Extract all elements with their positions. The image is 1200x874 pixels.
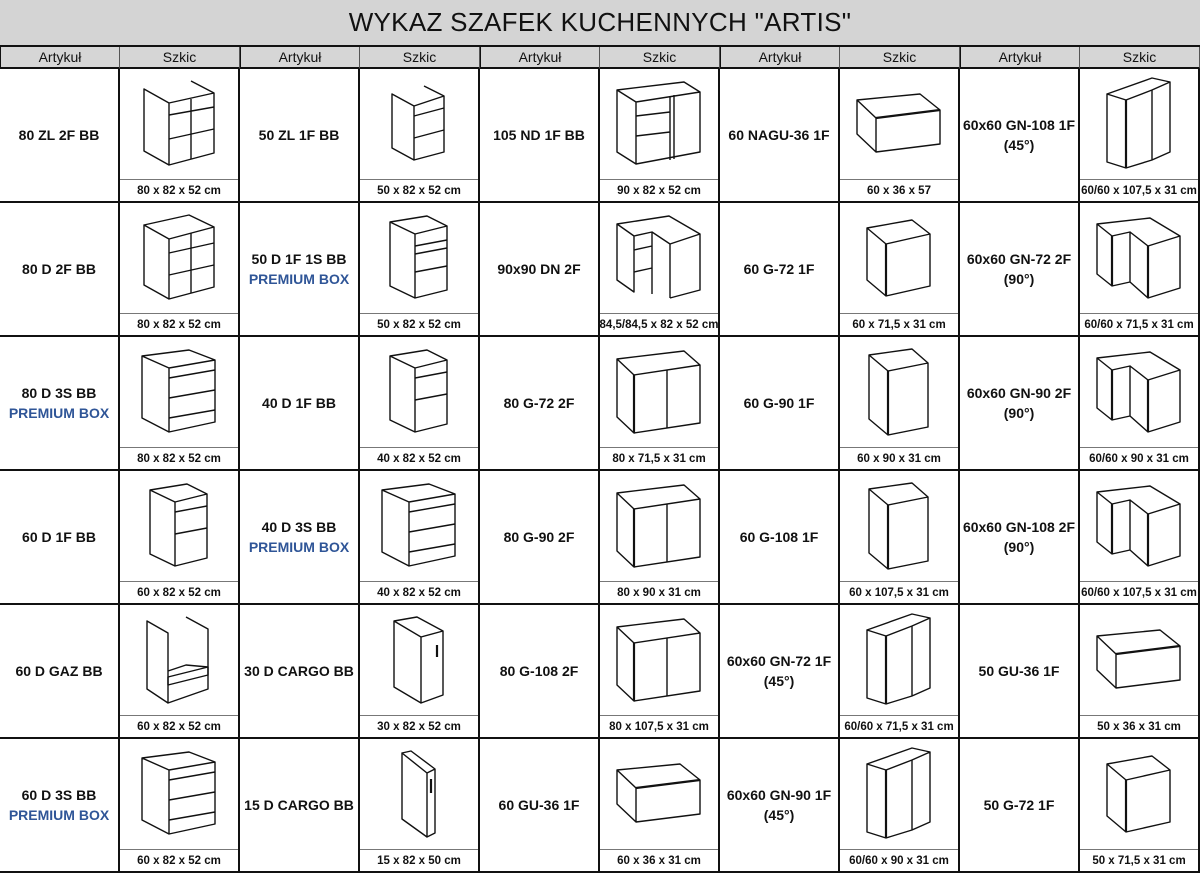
article-name: 80 G-90 2F — [503, 529, 575, 545]
sketch-cell — [840, 471, 960, 605]
dimensions-label: 60/60 x 71,5 x 31 cm — [1080, 313, 1198, 335]
article-cell — [720, 605, 840, 739]
dimensions-label: 40 x 82 x 52 cm — [360, 581, 478, 603]
sketch-cell — [120, 739, 240, 873]
dimensions-label: 60 x 71,5 x 31 cm — [840, 313, 958, 335]
cargo-narrow-icon — [360, 739, 478, 849]
dimensions-label: 60 x 90 x 31 cm — [840, 447, 958, 469]
article-cell — [0, 605, 120, 739]
article-cell — [480, 605, 600, 739]
article-cell — [0, 69, 120, 203]
angle-note: (90°) — [1003, 271, 1035, 287]
dimensions-label: 60/60 x 107,5 x 31 cm — [1080, 179, 1198, 201]
article-cell — [240, 69, 360, 203]
article-cell — [720, 337, 840, 471]
article-name: 40 D 3S BB — [261, 519, 337, 535]
wall-1-door-icon — [1080, 739, 1198, 849]
premium-box-label: PREMIUM BOX — [248, 271, 350, 287]
sketch-cell — [600, 739, 720, 873]
dimensions-label: 30 x 82 x 52 cm — [360, 715, 478, 737]
premium-box-label: PREMIUM BOX — [8, 405, 110, 421]
header-szkic: Szkic — [120, 47, 240, 69]
sketch-cell — [600, 69, 720, 203]
sink-base-1-door-icon — [360, 69, 478, 179]
article-name: 80 G-108 2F — [499, 663, 579, 679]
top-box-cabinet-icon — [1080, 605, 1198, 715]
sketch-cell — [360, 739, 480, 873]
base-drawer-door-icon — [360, 203, 478, 313]
sketch-cell — [120, 337, 240, 471]
sketch-cell — [1080, 203, 1200, 337]
article-name: 40 D 1F BB — [262, 395, 336, 411]
article-cell — [960, 337, 1080, 471]
article-name: 60x60 GN-90 2F — [966, 385, 1072, 401]
dimensions-label: 80 x 82 x 52 cm — [120, 447, 238, 469]
article-cell — [960, 739, 1080, 873]
dimensions-label: 60/60 x 107,5 x 31 cm — [1080, 581, 1198, 603]
sketch-cell — [1080, 69, 1200, 203]
article-cell — [240, 605, 360, 739]
dimensions-label: 80 x 107,5 x 31 cm — [600, 715, 718, 737]
article-cell — [480, 203, 600, 337]
angle-note: (45°) — [1003, 137, 1035, 153]
header-szkic: Szkic — [600, 47, 720, 69]
article-cell — [240, 471, 360, 605]
dimensions-label: 60 x 82 x 52 cm — [120, 581, 238, 603]
article-cell — [960, 471, 1080, 605]
article-name: 80 D 2F BB — [22, 261, 96, 277]
article-cell — [960, 203, 1080, 337]
dimensions-label: 80 x 82 x 52 cm — [120, 179, 238, 201]
article-name: 60x60 GN-108 2F — [962, 519, 1076, 535]
sketch-cell — [1080, 337, 1200, 471]
sketch-cell — [360, 471, 480, 605]
dimensions-label: 50 x 36 x 31 cm — [1080, 715, 1198, 737]
article-name: 50 ZL 1F BB — [258, 127, 340, 143]
article-name: 60 G-90 1F — [743, 395, 815, 411]
header-artykul: Artykuł — [240, 47, 360, 69]
article-cell — [0, 203, 120, 337]
wall-1-door-tall-icon — [840, 471, 958, 581]
dimensions-label: 84,5/84,5 x 82 x 52 cm — [600, 313, 718, 335]
top-box-cabinet-icon — [600, 739, 718, 849]
article-name: 105 ND 1F BB — [493, 127, 585, 143]
sketch-cell — [840, 337, 960, 471]
corner-base-cabinet-icon — [600, 69, 718, 179]
article-name: 60 GU-36 1F — [498, 797, 580, 813]
article-cell — [480, 69, 600, 203]
article-name: 60 D 1F BB — [22, 529, 96, 545]
article-cell — [240, 203, 360, 337]
base-3-drawer-icon — [120, 739, 238, 849]
angle-note: (90°) — [1003, 539, 1035, 555]
page-title: WYKAZ SZAFEK KUCHENNYCH "ARTIS" — [0, 0, 1200, 45]
angle-note: (45°) — [763, 807, 795, 823]
dimensions-label: 80 x 71,5 x 31 cm — [600, 447, 718, 469]
sketch-cell — [360, 203, 480, 337]
sketch-cell — [840, 203, 960, 337]
premium-box-label: PREMIUM BOX — [8, 807, 110, 823]
article-cell — [720, 203, 840, 337]
header-artykul: Artykuł — [720, 47, 840, 69]
angle-note: (90°) — [1003, 405, 1035, 421]
corner-wall-cabinet-45-icon — [840, 605, 958, 715]
header-artykul: Artykuł — [480, 47, 600, 69]
article-name: 60x60 GN-90 1F — [726, 787, 832, 803]
article-cell — [480, 471, 600, 605]
dimensions-label: 50 x 82 x 52 cm — [360, 179, 478, 201]
article-name: 60 NAGU-36 1F — [728, 127, 830, 143]
dimensions-label: 60 x 107,5 x 31 cm — [840, 581, 958, 603]
dimensions-label: 60/60 x 71,5 x 31 cm — [840, 715, 958, 737]
sketch-cell — [840, 69, 960, 203]
corner-wall-cabinet-45-icon — [840, 739, 958, 849]
corner-base-l-icon — [600, 203, 718, 313]
wall-1-door-tall-icon — [840, 337, 958, 447]
dimensions-label: 50 x 82 x 52 cm — [360, 313, 478, 335]
dimensions-label: 60 x 82 x 52 cm — [120, 849, 238, 871]
article-name: 60 D GAZ BB — [15, 663, 103, 679]
sketch-cell — [840, 605, 960, 739]
dimensions-label: 60 x 36 x 31 cm — [600, 849, 718, 871]
article-name: 50 GU-36 1F — [978, 663, 1060, 679]
base-3-drawer-icon — [120, 337, 238, 447]
dimensions-label: 80 x 82 x 52 cm — [120, 313, 238, 335]
article-name: 90x90 DN 2F — [497, 261, 581, 277]
dimensions-label: 60 x 36 x 57 — [840, 179, 958, 201]
dimensions-label: 60/60 x 90 x 31 cm — [1080, 447, 1198, 469]
sketch-cell — [360, 605, 480, 739]
base-1-door-icon — [120, 471, 238, 581]
corner-wall-cabinet-45-icon — [1080, 69, 1198, 179]
corner-wall-l-icon — [1080, 337, 1198, 447]
article-name: 80 D 3S BB — [21, 385, 97, 401]
base-1-door-icon — [360, 337, 478, 447]
article-name: 60 G-108 1F — [739, 529, 819, 545]
header-szkic: Szkic — [1080, 47, 1200, 69]
sketch-cell — [360, 69, 480, 203]
header-szkic: Szkic — [360, 47, 480, 69]
sketch-cell — [1080, 605, 1200, 739]
sketch-cell — [120, 69, 240, 203]
sketch-cell — [600, 337, 720, 471]
header-artykul: Artykuł — [960, 47, 1080, 69]
article-name: 80 ZL 2F BB — [18, 127, 100, 143]
header-artykul: Artykuł — [0, 47, 120, 69]
article-cell — [0, 739, 120, 873]
article-name: 60 G-72 1F — [743, 261, 815, 277]
dimensions-label: 15 x 82 x 50 cm — [360, 849, 478, 871]
article-cell — [240, 739, 360, 873]
article-cell — [0, 471, 120, 605]
article-cell — [720, 739, 840, 873]
dimensions-label: 80 x 90 x 31 cm — [600, 581, 718, 603]
top-box-cabinet-icon — [840, 69, 958, 179]
sketch-cell — [1080, 471, 1200, 605]
article-cell — [960, 605, 1080, 739]
article-cell — [480, 739, 600, 873]
corner-wall-l-icon — [1080, 203, 1198, 313]
article-cell — [720, 69, 840, 203]
angle-note: (45°) — [763, 673, 795, 689]
article-name: 50 G-72 1F — [983, 797, 1055, 813]
wall-2-door-icon — [600, 605, 718, 715]
sketch-cell — [120, 471, 240, 605]
sketch-cell — [600, 471, 720, 605]
base-3-drawer-icon — [360, 471, 478, 581]
article-name: 80 G-72 2F — [503, 395, 575, 411]
sketch-cell — [600, 203, 720, 337]
article-name: 60 D 3S BB — [21, 787, 97, 803]
article-name: 60x60 GN-72 1F — [726, 653, 832, 669]
dimensions-label: 50 x 71,5 x 31 cm — [1080, 849, 1198, 871]
dimensions-label: 60 x 82 x 52 cm — [120, 715, 238, 737]
sketch-cell — [120, 203, 240, 337]
article-name: 15 D CARGO BB — [244, 797, 354, 813]
header-szkic: Szkic — [840, 47, 960, 69]
sketch-cell — [600, 605, 720, 739]
article-cell — [240, 337, 360, 471]
premium-box-label: PREMIUM BOX — [248, 539, 350, 555]
cargo-base-icon — [360, 605, 478, 715]
cabinet-table — [0, 45, 1200, 874]
article-cell — [0, 337, 120, 471]
sketch-cell — [120, 605, 240, 739]
wall-2-door-icon — [600, 471, 718, 581]
article-name: 60x60 GN-72 2F — [966, 251, 1072, 267]
oven-base-icon — [120, 605, 238, 715]
article-cell — [960, 69, 1080, 203]
corner-wall-l-icon — [1080, 471, 1198, 581]
article-name: 50 D 1F 1S BB — [251, 251, 347, 267]
article-name: 30 D CARGO BB — [244, 663, 354, 679]
article-name: 60x60 GN-108 1F — [962, 117, 1076, 133]
wall-2-door-icon — [600, 337, 718, 447]
sketch-cell — [1080, 739, 1200, 873]
dimensions-label: 40 x 82 x 52 cm — [360, 447, 478, 469]
dimensions-label: 60/60 x 90 x 31 cm — [840, 849, 958, 871]
wall-1-door-icon — [840, 203, 958, 313]
article-cell — [480, 337, 600, 471]
sink-base-2-door-icon — [120, 69, 238, 179]
base-2-door-icon — [120, 203, 238, 313]
sketch-cell — [360, 337, 480, 471]
sketch-cell — [840, 739, 960, 873]
article-cell — [720, 471, 840, 605]
dimensions-label: 90 x 82 x 52 cm — [600, 179, 718, 201]
